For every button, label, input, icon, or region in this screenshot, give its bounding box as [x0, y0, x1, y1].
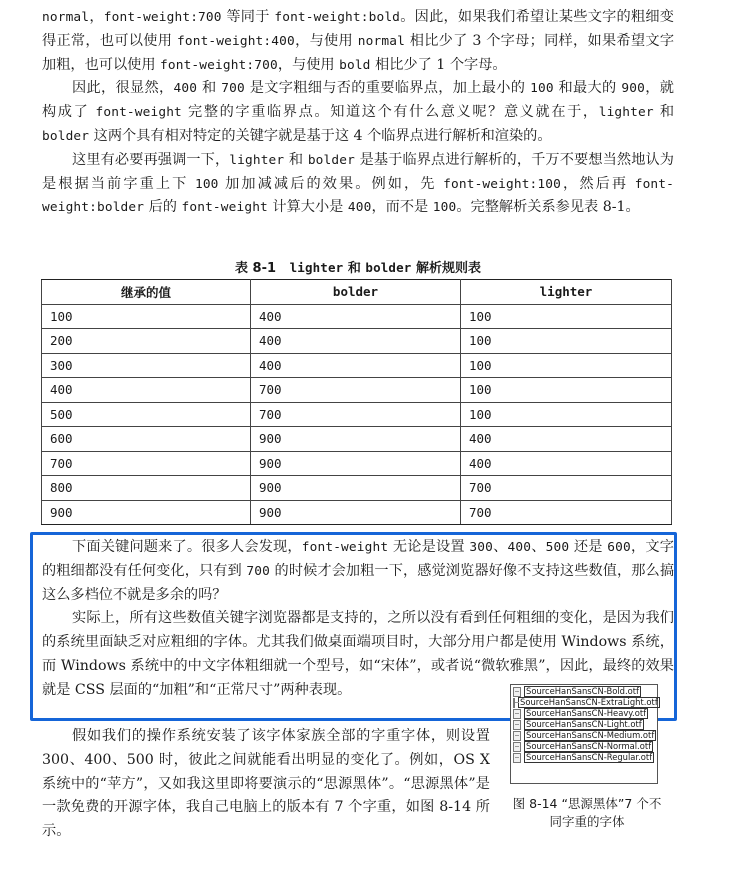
- header-bolder: bolder: [251, 280, 461, 305]
- cell-lighter: 100: [461, 378, 672, 403]
- cell-bolder: 400: [251, 329, 461, 354]
- text-run: 和最大的: [553, 80, 622, 97]
- inline-code: font-weight:100: [443, 176, 561, 192]
- text-run: 、: [531, 539, 546, 555]
- inline-code: 100: [194, 176, 219, 192]
- file-list-item[interactable]: [513, 719, 657, 730]
- font-file-list: [510, 684, 658, 784]
- table-caption-joiner: 和: [343, 261, 366, 276]
- inline-code: font-weight: [95, 105, 182, 121]
- cell-inherited: 400: [42, 378, 251, 403]
- table-row: [42, 304, 672, 329]
- file-name: SourceHanSansCN-Light.otf: [526, 719, 642, 729]
- text-run: 这里有必要再强调一下，: [72, 151, 230, 168]
- text-run: 计算大小是: [267, 199, 348, 216]
- table-header-row: [42, 280, 672, 305]
- text-run: ，与使用: [294, 32, 358, 49]
- inline-code: lighter: [598, 105, 654, 121]
- text-run: 无论是设置: [388, 539, 470, 555]
- text-run: 因此，很显然，: [72, 80, 174, 97]
- cell-inherited: 300: [42, 353, 251, 378]
- file-name: SourceHanSansCN-Medium.otf: [526, 730, 655, 740]
- cell-inherited: 200: [42, 329, 251, 354]
- cell-inherited: 800: [42, 476, 251, 501]
- cell-lighter: 100: [461, 304, 672, 329]
- header-lighter: lighter: [461, 280, 672, 305]
- table-caption-code-lighter: lighter: [289, 260, 344, 275]
- cell-lighter: 700: [461, 500, 672, 525]
- inline-code: bolder: [42, 128, 90, 144]
- file-icon: [513, 731, 521, 741]
- text-run: 相比少了 1 个字母。: [370, 56, 507, 73]
- text-run: ，然后再: [560, 175, 635, 192]
- paragraph-block-bottom: [42, 725, 490, 844]
- file-icon: [513, 742, 521, 752]
- cell-bolder: 900: [251, 451, 461, 476]
- cell-lighter: 100: [461, 353, 672, 378]
- text-run: 这两个具有相对特定的关键字就是基于这 4 个临界点进行解析和渲染的。: [89, 127, 552, 144]
- inline-code: bold: [339, 57, 371, 73]
- file-icon: [513, 698, 515, 708]
- cell-inherited: 900: [42, 500, 251, 525]
- text-run: ，而不是: [371, 199, 433, 216]
- table-caption-suffix: 解析规则表: [411, 261, 481, 276]
- text-run: 还是: [569, 539, 608, 555]
- text-run: ，: [89, 9, 104, 25]
- cell-lighter: 400: [461, 427, 672, 452]
- text-run: 是基于临界点进行解析的，千万不要想当然地认为是根据当前字重上下: [42, 151, 674, 192]
- inline-code: 600: [607, 540, 631, 555]
- text-run: 加加减减后的效果。例如，先: [218, 175, 444, 192]
- text-run: 和: [653, 104, 675, 121]
- cell-lighter: 700: [461, 476, 672, 501]
- cell-bolder: 700: [251, 402, 461, 427]
- inline-code: font-weight:bolder: [42, 176, 674, 216]
- text-run: 和: [197, 80, 222, 97]
- text-run: 和: [284, 151, 308, 168]
- paragraph-6: [42, 725, 490, 844]
- text-run: 假如我们的操作系统安装了该字体家族全部的字重字体，则设置 300、400、500 时，彼此之间就能看出明显的变化了。例如，OS X 系统中的“苹方”，又如我这里即将要演示的“思源黑体”。“思源黑体”是一款免费的开源字体，我自己电脑上的版本有 7 个字重，如图 8-14 所示。: [42, 728, 490, 840]
- figure-caption: [496, 795, 678, 831]
- cell-inherited: 100: [42, 304, 251, 329]
- cell-inherited: 600: [42, 427, 251, 452]
- table-row: [42, 500, 672, 525]
- text-run: 。因此，如果我们希望让某些文字的粗细变得正常，也可以使用: [42, 9, 674, 49]
- text-run: 实际上，所有这些数值关键字浏览器都是支持的，之所以没有看到任何粗细的变化，是因为我们的系统里面缺乏对应粗细的字体。尤其我们做桌面端项目时，大部分用户都是使用 Windows 系统，而 Windows 系统中的中文字体粗细就一个型号，如“宋体”，或者说“微软雅黑”，因此，最终的效果就是 CSS 层面的“加粗”和“正常尺寸”两种表现。: [42, 610, 674, 698]
- inline-code: 500: [545, 540, 570, 555]
- text-run: 相比少了 3 个字母；同样，如果希望文字加粗，也可以使用: [42, 32, 675, 73]
- inline-code: 700: [246, 563, 270, 579]
- text-run: 后的: [144, 199, 182, 216]
- cell-bolder: 400: [251, 353, 461, 378]
- paragraph-2: [42, 77, 674, 148]
- file-name: SourceHanSansCN-Regular.otf: [526, 752, 653, 762]
- table-row: [42, 329, 672, 354]
- file-icon: [513, 720, 521, 730]
- inline-code: 300: [469, 540, 493, 555]
- table-row: [42, 451, 672, 476]
- text-run: 下面关键问题来了。很多人会发现，: [72, 539, 302, 555]
- inline-code: font-weight: [301, 540, 389, 555]
- inline-code: bolder: [307, 152, 355, 168]
- text-run: 、: [492, 539, 508, 555]
- file-name: SourceHanSansCN-Heavy.otf: [526, 708, 647, 718]
- inline-code: 100: [432, 200, 457, 216]
- text-run: 是文字粗细与否的重要临界点，加上最小的: [244, 80, 531, 97]
- inline-code: font-weight: [181, 200, 268, 216]
- file-icon: [513, 709, 521, 719]
- file-name: SourceHanSansCN-Normal.otf: [526, 741, 652, 751]
- text-run: 的时候才会加粗一下，感觉浏览器好像不支持这些数值，那么搞这么多档位不就是多余的吗？: [42, 562, 675, 603]
- text-run: 完整的字重临界点。知道这个有什么意义呢？意义就在于，: [181, 104, 599, 121]
- paragraph-1: [42, 6, 674, 77]
- file-list-item[interactable]: [513, 741, 657, 752]
- text-run: ，就构成了: [42, 80, 674, 121]
- cell-lighter: 100: [461, 402, 672, 427]
- inline-code: 100: [530, 81, 554, 97]
- cell-bolder: 400: [251, 304, 461, 329]
- inline-code: lighter: [229, 152, 285, 168]
- inline-code: font-weight:700: [160, 57, 278, 73]
- parse-rule-table: [41, 279, 672, 525]
- inline-code: font-weight:700: [103, 10, 222, 25]
- text-run: ，与使用: [277, 56, 340, 73]
- inline-code: font-weight:400: [177, 33, 295, 49]
- text-run: 等同于: [221, 9, 275, 25]
- paragraph-3: [42, 149, 674, 220]
- paragraph-block-top: [42, 6, 674, 220]
- file-name: SourceHanSansCN-Bold.otf: [526, 686, 639, 696]
- table-row: [42, 378, 672, 403]
- inline-code: normal: [357, 33, 405, 49]
- cell-bolder: 900: [251, 427, 461, 452]
- text-run: 。完整解析关系参见表 8-1。: [456, 199, 640, 216]
- table-caption-code-bolder: bolder: [365, 260, 412, 275]
- table-row: [42, 353, 672, 378]
- text-run: ，文字的粗细都没有任何变化，只有到: [42, 539, 674, 579]
- file-name: SourceHanSansCN-ExtraLight.otf: [520, 697, 658, 707]
- table-caption: [42, 257, 674, 276]
- cell-lighter: 400: [461, 451, 672, 476]
- file-list-item[interactable]: [513, 686, 657, 697]
- cell-bolder: 900: [251, 476, 461, 501]
- inline-code: 400: [173, 81, 198, 97]
- table-row: [42, 476, 672, 501]
- file-list-item[interactable]: [513, 752, 657, 763]
- table-row: [42, 402, 672, 427]
- file-list-item[interactable]: [513, 730, 657, 741]
- cell-lighter: 100: [461, 329, 672, 354]
- inline-code: 400: [507, 540, 532, 555]
- figure-caption-line-1: 图 8-14 “思源黑体”7 个不: [512, 796, 662, 811]
- file-icon: [513, 753, 521, 763]
- inline-code: normal: [42, 10, 90, 25]
- figure-caption-line-2: 同字重的字体: [549, 814, 625, 829]
- cell-inherited: 700: [42, 451, 251, 476]
- table-row: [42, 427, 672, 452]
- inline-code: font-weight:bold: [274, 10, 401, 25]
- cell-inherited: 500: [42, 402, 251, 427]
- file-icon: [513, 687, 521, 697]
- inline-code: 700: [221, 81, 245, 97]
- cell-bolder: 900: [251, 500, 461, 525]
- file-list-item[interactable]: [513, 708, 657, 719]
- header-inherited-value: 继承的值: [42, 280, 251, 305]
- table-body: [42, 304, 672, 525]
- table-caption-number: 表 8-1: [235, 261, 277, 276]
- inline-code: 400: [347, 200, 372, 216]
- file-list-item[interactable]: [513, 697, 657, 708]
- inline-code: 900: [621, 81, 645, 97]
- cell-bolder: 700: [251, 378, 461, 403]
